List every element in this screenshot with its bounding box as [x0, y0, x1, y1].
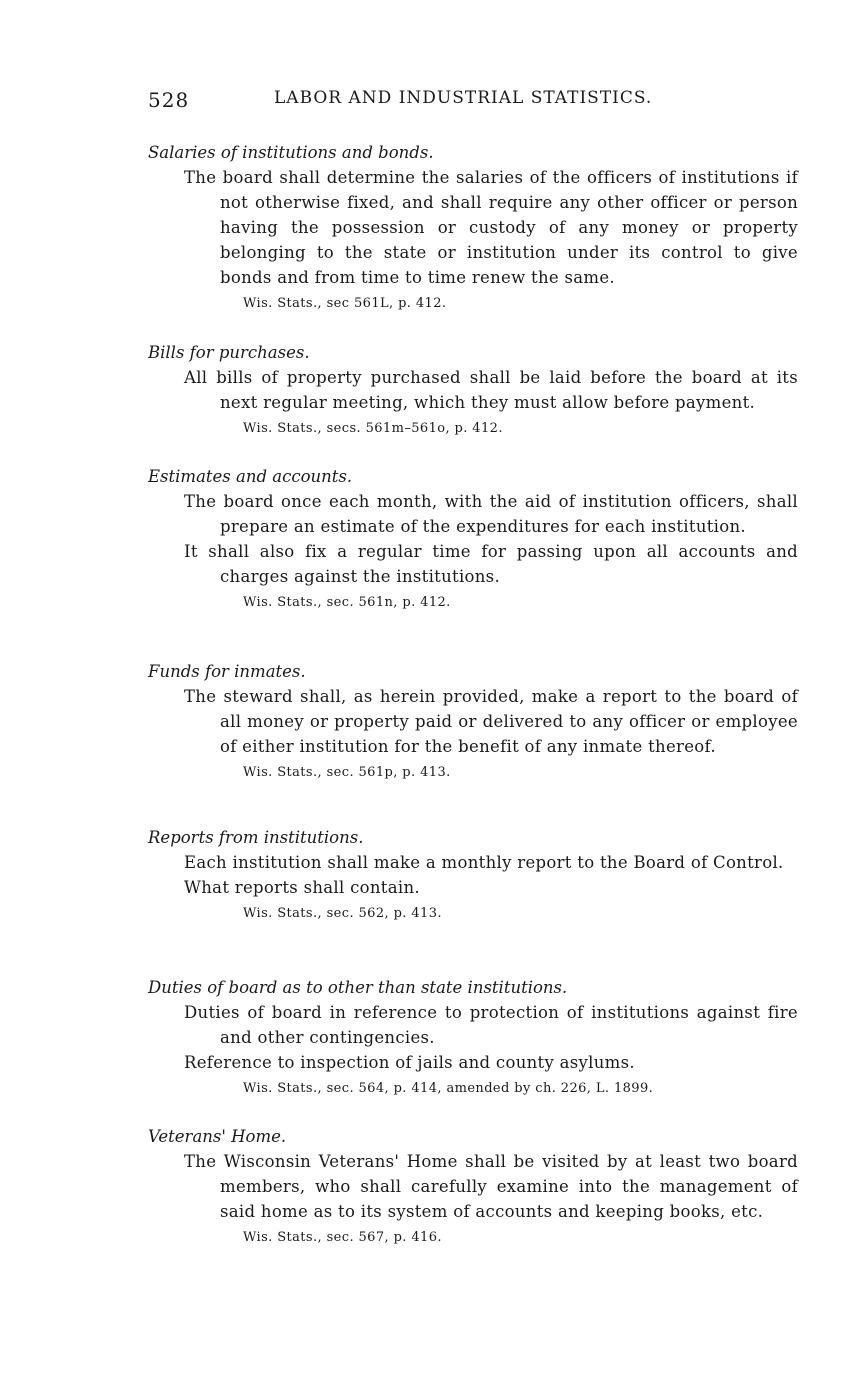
section-paragraph: Duties of board in reference to protection of institutions against fire and other contingencies. [184, 1003, 798, 1047]
citation: Wis. Stats., sec. 561n, p. 412. [243, 595, 451, 610]
page-number: 528 [148, 88, 190, 112]
section-paragraph: The Wisconsin Veterans' Home shall be visited by at least two board members, who shall carefully examine into the management of said home as to its system of accounts and keeping books, etc. [184, 1152, 798, 1221]
section-paragraph: The board once each month, with the aid of institution officers, shall prepare an estimate of the expenditures for each institution. [184, 492, 798, 536]
section-paragraph: Each institution shall make a monthly report to the Board of Control. [184, 853, 784, 872]
section-paragraph: The steward shall, as herein provided, make a report to the board of all money or property paid or delivered to any officer or employee of either institution for the benefit of any inmate thereof. [184, 687, 798, 756]
section-heading: Estimates and accounts. [148, 467, 353, 486]
section-heading: Duties of board as to other than state institutions. [148, 978, 568, 997]
section-paragraph: What reports shall contain. [184, 878, 420, 897]
section-heading: Reports from institutions. [148, 828, 364, 847]
section-heading: Bills for purchases. [148, 343, 310, 362]
citation: Wis. Stats., sec. 561p, p. 413. [243, 765, 451, 780]
section-veterans-home [148, 1124, 798, 1252]
section-paragraph: The board shall determine the salaries of the officers of institutions if not otherwise fixed, and shall require any other officer or person having the possession or custody of any money or property belonging to the state or institution under its control to give bonds and from time to time renew the same. [184, 168, 798, 287]
page-header [148, 88, 796, 114]
running-title: LABOR AND INDUSTRIAL STATISTICS. [274, 88, 653, 108]
section-reports [148, 825, 798, 928]
section-heading: Veterans' Home. [148, 1127, 287, 1146]
section-paragraph: It shall also fix a regular time for passing upon all accounts and charges against the institutions. [184, 542, 798, 586]
citation: Wis. Stats., sec. 562, p. 413. [243, 906, 442, 921]
section-duties [148, 975, 798, 1103]
citation: Wis. Stats., sec 561L, p. 412. [243, 296, 447, 311]
citation: Wis. Stats., sec. 567, p. 416. [243, 1230, 442, 1245]
citation: Wis. Stats., secs. 561m–561o, p. 412. [243, 421, 503, 436]
section-heading: Salaries of institutions and bonds. [148, 143, 434, 162]
section-heading: Funds for inmates. [148, 662, 306, 681]
section-estimates [148, 464, 798, 617]
section-salaries [148, 140, 798, 318]
section-paragraph: Reference to inspection of jails and county asylums. [184, 1053, 635, 1072]
citation: Wis. Stats., sec. 564, p. 414, amended by ch. 226, L. 1899. [243, 1081, 654, 1096]
section-paragraph: All bills of property purchased shall be laid before the board at its next regular meeting, which they must allow before payment. [184, 368, 798, 412]
section-funds [148, 659, 798, 787]
section-bills [148, 340, 798, 443]
